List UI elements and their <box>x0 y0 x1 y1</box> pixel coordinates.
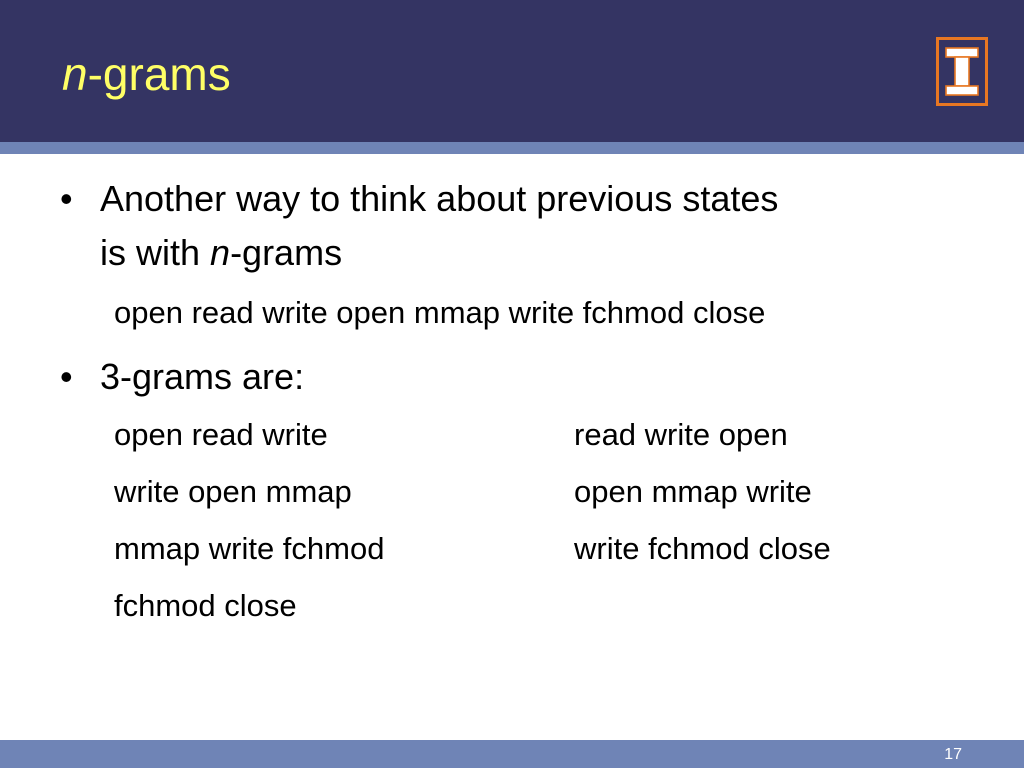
slide-title-rest: -grams <box>87 48 231 100</box>
trigram-left: fchmod close <box>114 588 297 623</box>
bullet-text-italic: n <box>210 232 231 273</box>
bullet-dot: • <box>60 178 73 219</box>
bullet-text-prefix: is with <box>100 232 211 273</box>
slide-title-italic: n <box>62 48 88 100</box>
trigram-right: read write open <box>574 417 788 452</box>
bullet-text: Another way to think about previous states <box>100 178 779 219</box>
bullet-text-line2 <box>100 226 342 280</box>
page-number: 17 <box>944 746 962 763</box>
sequence-line: open read write open mmap write fchmod close <box>114 295 766 330</box>
trigram-right: open mmap write <box>574 474 812 509</box>
bullet-text-suffix: -grams <box>230 232 343 273</box>
trigram-right: write fchmod close <box>574 531 831 566</box>
trigram-left: mmap write fchmod <box>114 531 385 566</box>
bullet-dot: • <box>60 356 73 397</box>
footer-bar <box>0 740 1024 768</box>
trigram-left: write open mmap <box>114 474 352 509</box>
bullet-text: 3-grams are: <box>100 356 305 397</box>
trigram-left: open read write <box>114 417 328 452</box>
